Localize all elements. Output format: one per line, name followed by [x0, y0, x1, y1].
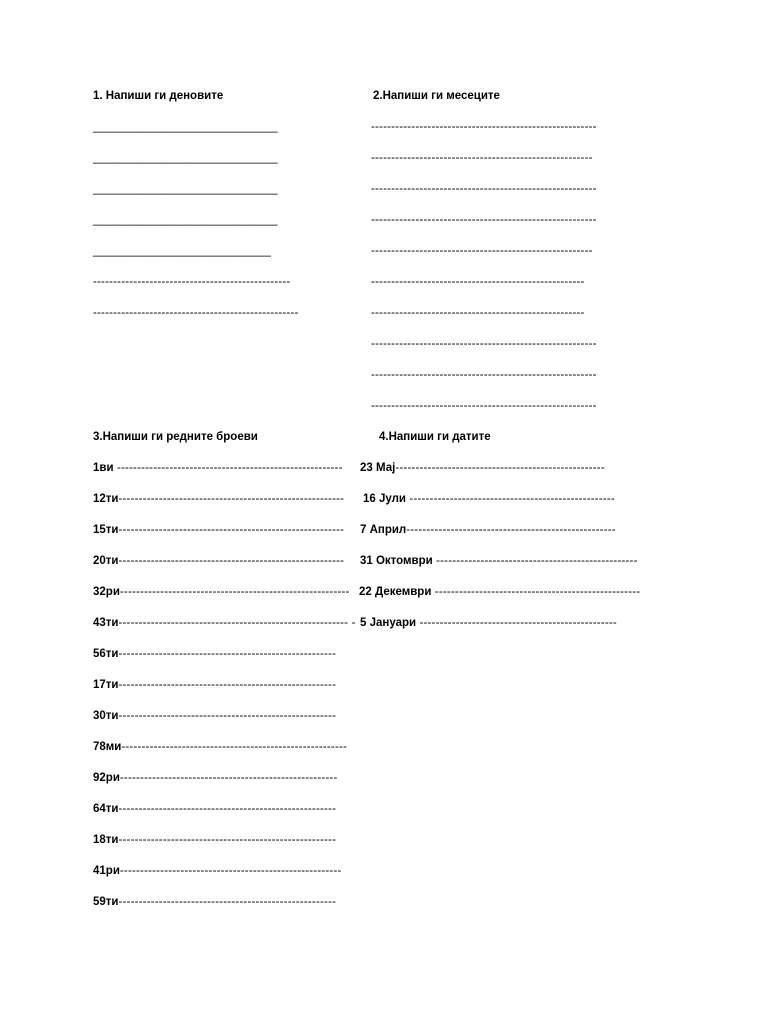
- answer-line[interactable]: ------------------------------------------------------: [118, 896, 337, 908]
- date-label: 5 Јануари: [360, 617, 417, 629]
- answer-line[interactable]: ____________________________: [93, 152, 278, 164]
- answer-line[interactable]: ---------------------------------------------------------: [119, 586, 350, 598]
- answer-line[interactable]: -------------------------------------------------: [93, 276, 291, 288]
- ordinal-item: [93, 523, 344, 537]
- answer-line[interactable]: --------------------------------------------------------: [121, 741, 348, 753]
- ordinal-item: [93, 802, 336, 816]
- ordinal-item: [93, 461, 343, 475]
- answer-line[interactable]: --------------------------------------------------------: [118, 555, 345, 567]
- answer-line[interactable]: --------------------------------------------------------: [113, 462, 343, 474]
- ordinal-label: 43ти: [93, 617, 119, 629]
- answer-line[interactable]: ---------------------------------------------------: [431, 586, 641, 598]
- ordinal-label: 41ри: [93, 865, 120, 877]
- answer-line[interactable]: ------------------------------------------------------: [119, 772, 338, 784]
- ordinal-item: [93, 492, 344, 506]
- answer-line[interactable]: ----------------------------------------------------: [406, 524, 616, 536]
- answer-line[interactable]: -------------------------------------------------------: [371, 152, 593, 164]
- date-item: [360, 523, 616, 537]
- ordinal-label: 92ри: [93, 772, 120, 784]
- ordinal-item: [93, 833, 336, 847]
- ordinal-item: [93, 647, 336, 661]
- answer-line[interactable]: --------------------------------------------------------: [371, 369, 597, 381]
- answer-line[interactable]: ----------------------------------------------------: [395, 462, 605, 474]
- ordinal-item: [93, 709, 336, 723]
- ordinal-label: 30ти: [93, 710, 119, 722]
- answer-line[interactable]: -------------------------------------------------------: [371, 245, 593, 257]
- answer-line[interactable]: --------------------------------------------------------: [118, 493, 345, 505]
- answer-line[interactable]: --------------------------------------------------------: [371, 400, 597, 412]
- section4-title: 4.Напиши ги датите: [379, 431, 491, 443]
- answer-line[interactable]: ____________________________: [93, 214, 278, 226]
- answer-line[interactable]: -------------------------------------------------------: [119, 865, 342, 877]
- section2-title: 2.Напиши ги месеците: [373, 90, 500, 102]
- answer-line[interactable]: ------------------------------------------------------: [118, 803, 337, 815]
- ordinal-item: [93, 554, 344, 568]
- date-item: [360, 461, 605, 475]
- ordinal-item: [93, 585, 350, 599]
- answer-line[interactable]: -----------------------------------------------------: [371, 276, 585, 288]
- answer-line[interactable]: ------------------------------------------------------: [118, 648, 337, 660]
- date-item: [359, 585, 640, 599]
- ordinal-item: [93, 678, 336, 692]
- ordinal-label: 17ти: [93, 679, 119, 691]
- date-label: 7 Април: [360, 524, 407, 536]
- ordinal-label: 1ви: [93, 462, 114, 474]
- ordinal-label: 32ри: [93, 586, 120, 598]
- ordinal-label: 56ти: [93, 648, 119, 660]
- date-label: 31 Октомври: [360, 555, 433, 567]
- date-label: 16 Јули: [363, 493, 407, 505]
- answer-line[interactable]: --------------------------------------------------: [432, 555, 638, 567]
- answer-line[interactable]: ------------------------------------------------------: [118, 834, 337, 846]
- ordinal-item: [93, 616, 356, 630]
- answer-line[interactable]: -------------------------------------------------: [416, 617, 617, 629]
- answer-line[interactable]: --------------------------------------------------------: [118, 524, 345, 536]
- ordinal-label: 15ти: [93, 524, 119, 536]
- answer-line[interactable]: --------------------------------------------------------- -: [118, 617, 356, 629]
- ordinal-label: 20ти: [93, 555, 119, 567]
- answer-line[interactable]: --------------------------------------------------------: [371, 214, 597, 226]
- date-label: 23 Мај: [360, 462, 396, 474]
- ordinal-label: 78ми: [93, 741, 122, 753]
- answer-line[interactable]: ___________________________: [93, 245, 272, 257]
- date-item: [360, 554, 638, 568]
- answer-line[interactable]: --------------------------------------------------------: [371, 183, 597, 195]
- date-label: 22 Декември: [359, 586, 432, 598]
- ordinal-label: 64ти: [93, 803, 119, 815]
- answer-line[interactable]: ---------------------------------------------------: [406, 493, 615, 505]
- date-item: [363, 492, 615, 506]
- section3-title: 3.Напиши ги редните броеви: [93, 431, 258, 443]
- ordinal-item: [93, 740, 347, 754]
- answer-line[interactable]: --------------------------------------------------------: [371, 121, 597, 133]
- answer-line[interactable]: --------------------------------------------------------: [371, 338, 597, 350]
- section1-title: 1. Напиши ги деновите: [93, 90, 224, 102]
- ordinal-label: 59ти: [93, 896, 119, 908]
- answer-line[interactable]: ---------------------------------------------------: [93, 307, 299, 319]
- answer-line[interactable]: ____________________________: [93, 121, 278, 133]
- answer-line[interactable]: ------------------------------------------------------: [118, 679, 337, 691]
- ordinal-item: [93, 895, 336, 909]
- date-item: [360, 616, 617, 630]
- answer-line[interactable]: -----------------------------------------------------: [371, 307, 585, 319]
- ordinal-label: 12ти: [93, 493, 119, 505]
- ordinal-item: [93, 771, 338, 785]
- ordinal-label: 18ти: [93, 834, 119, 846]
- answer-line[interactable]: ____________________________: [93, 183, 278, 195]
- ordinal-item: [93, 864, 342, 878]
- answer-line[interactable]: ------------------------------------------------------: [118, 710, 337, 722]
